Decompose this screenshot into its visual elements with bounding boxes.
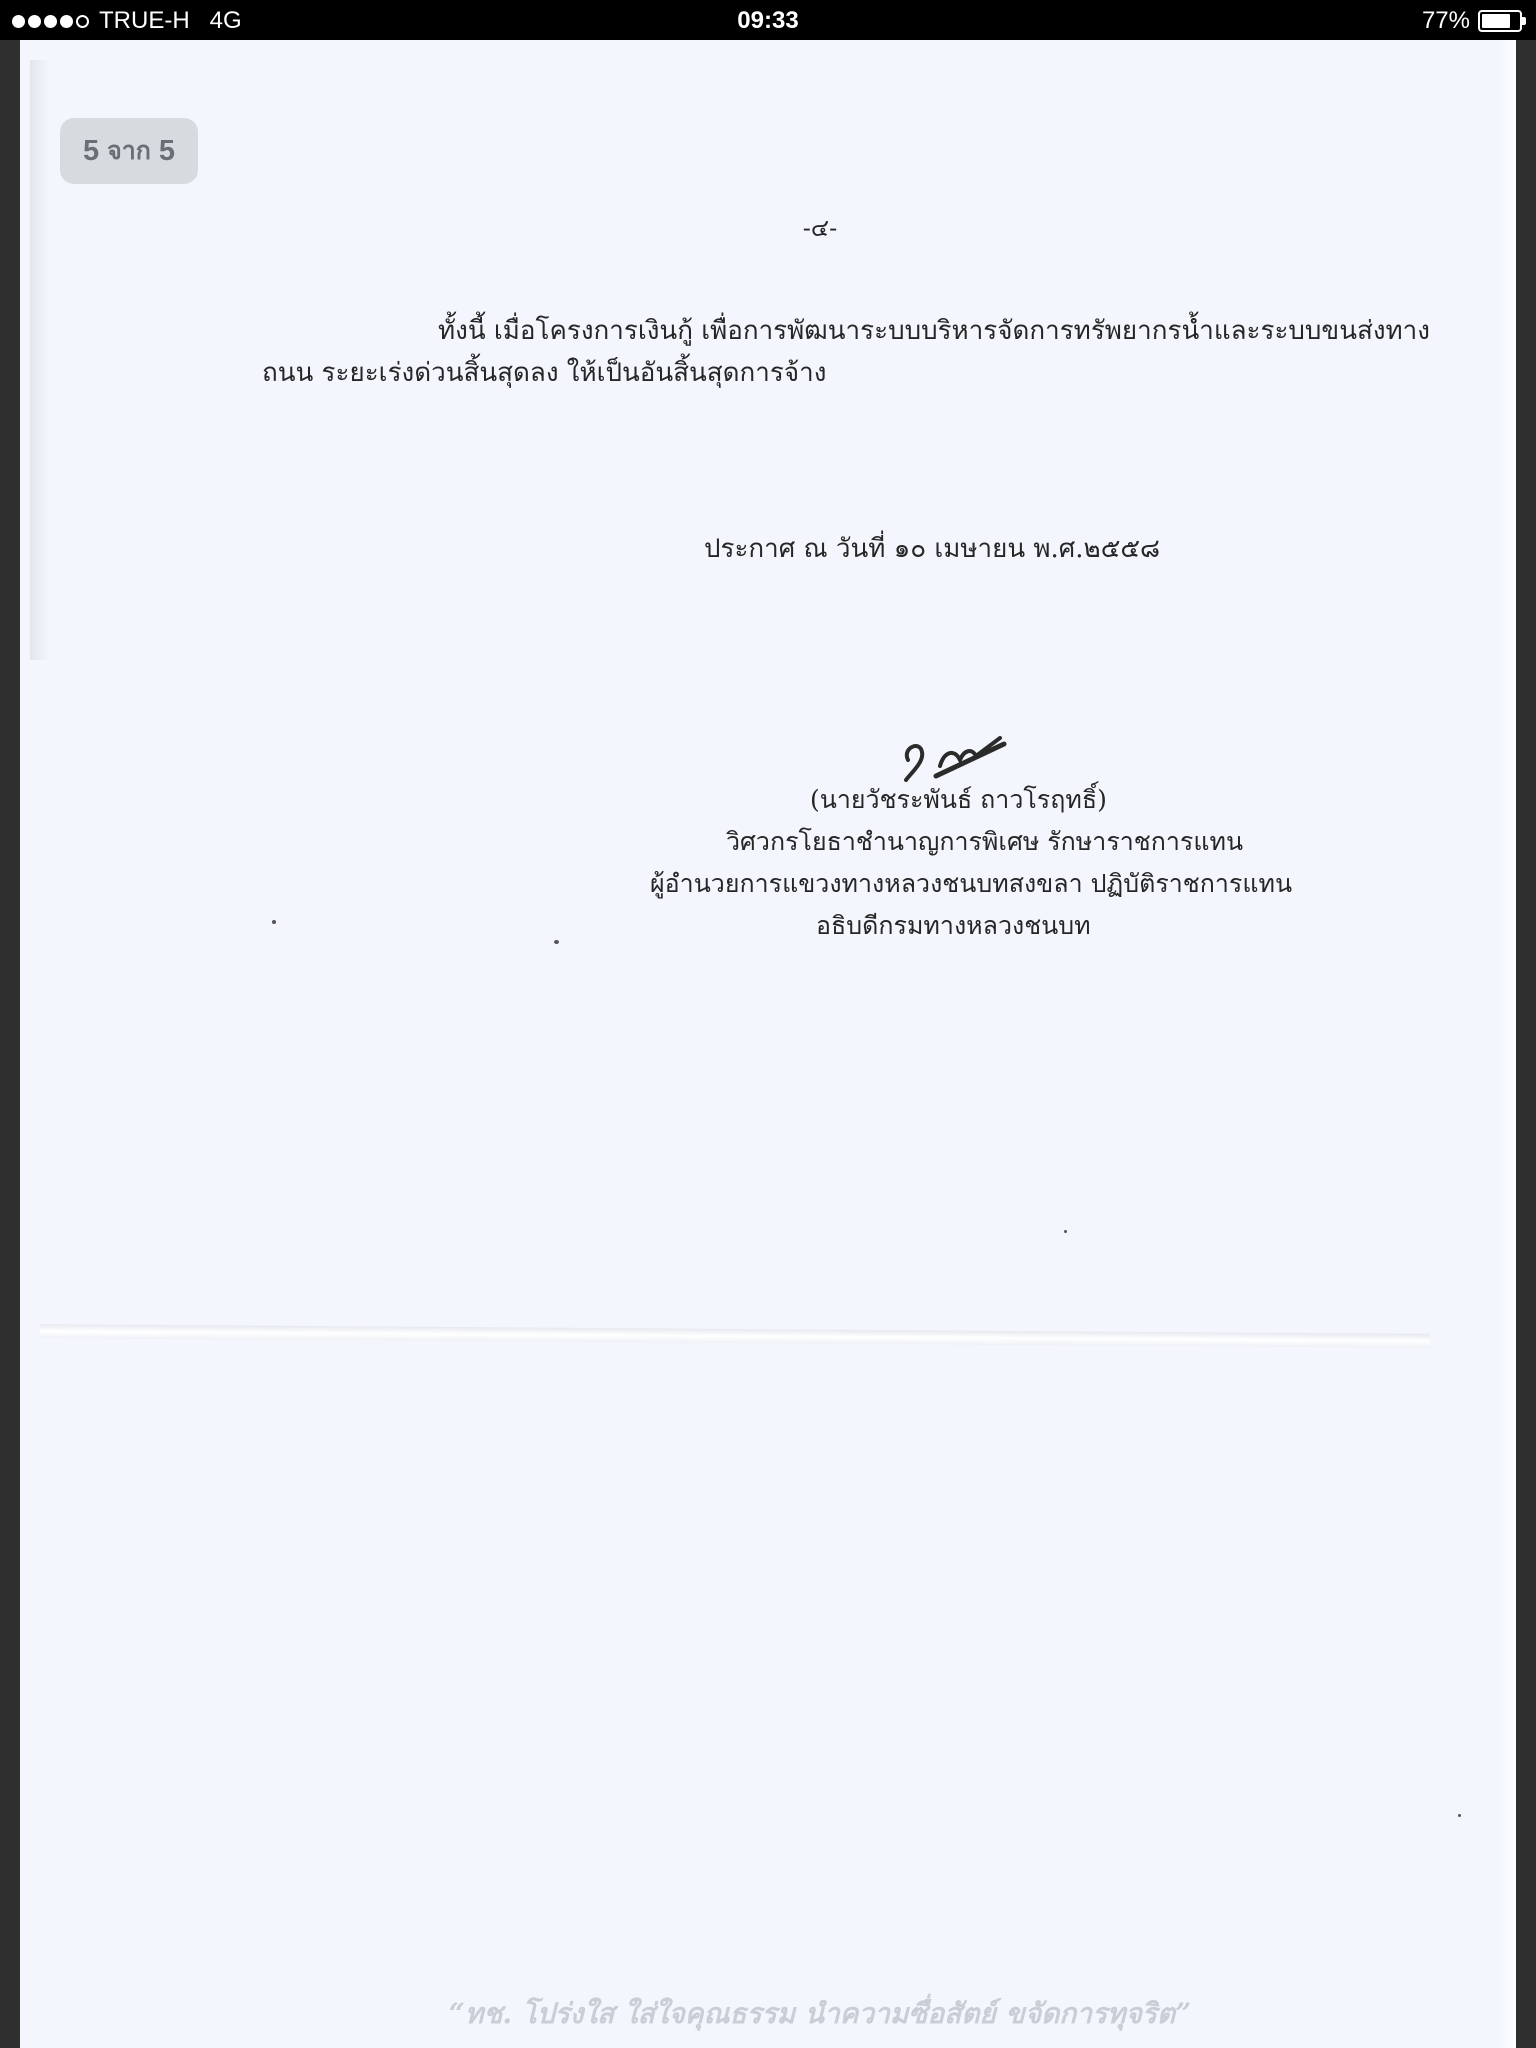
carrier-name: TRUE-H: [99, 7, 190, 34]
scan-speck: [1458, 1814, 1461, 1817]
document-paragraph-line: ทั้งนี้ เมื่อโครงการเงินกู้ เพื่อการพัฒนาระบบบริหารจัดการทรัพยากรน้ำและระบบขนส่งทาง: [438, 316, 1430, 346]
page-counter-badge: [60, 118, 198, 184]
handwritten-signature: [900, 730, 1010, 786]
page-counter-total: 5: [158, 134, 176, 167]
signatory-title: วิศวกรโยธาชำนาญการพิเศษ รักษาราชการแทน: [726, 827, 1244, 856]
scan-speck: [272, 920, 276, 924]
network-type: 4G: [209, 7, 242, 34]
document-page[interactable]: [20, 40, 1516, 2048]
battery-fill: [1482, 14, 1510, 28]
scan-edge: [30, 60, 50, 660]
page-counter-current: 5: [82, 134, 100, 167]
signatory-title: ผู้อำนวยการแขวงทางหลวงชนบทสงขลา ปฏิบัติราชการแทน: [650, 869, 1293, 898]
battery-percent: 77%: [1421, 7, 1470, 34]
status-right: [1422, 7, 1522, 35]
document-paragraph-line: ถนน ระยะเร่งด่วนสิ้นสุดลง ให้เป็นอันสิ้นสุดการจ้าง: [262, 358, 827, 388]
announcement-date: ประกาศ ณ วันที่ ๑๐ เมษายน พ.ศ.๒๕๕๘: [704, 534, 1161, 564]
paper-fold-line: [40, 1324, 1430, 1348]
document-page-number: -๔-: [802, 214, 838, 242]
signatory-name: (นายวัชระพันธ์ ถาวโรฤทธิ์): [810, 785, 1107, 814]
status-time: 09:33: [737, 7, 799, 34]
status-bar: [0, 0, 1536, 40]
document-viewer[interactable]: [0, 40, 1536, 2048]
signatory-title: อธิบดีกรมทางหลวงชนบท: [816, 911, 1091, 940]
scan-speck: [1064, 1230, 1067, 1233]
battery-icon: [1478, 10, 1522, 32]
footer-motto: “ทช. โปร่งใส ใส่ใจคุณธรรม นำความซื่อสัตย์ ขจัดการทุจริต”: [448, 1997, 1192, 2030]
scan-edge: [1498, 40, 1516, 2048]
page-counter-separator: จาก: [107, 137, 151, 165]
scan-speck: [554, 940, 559, 944]
